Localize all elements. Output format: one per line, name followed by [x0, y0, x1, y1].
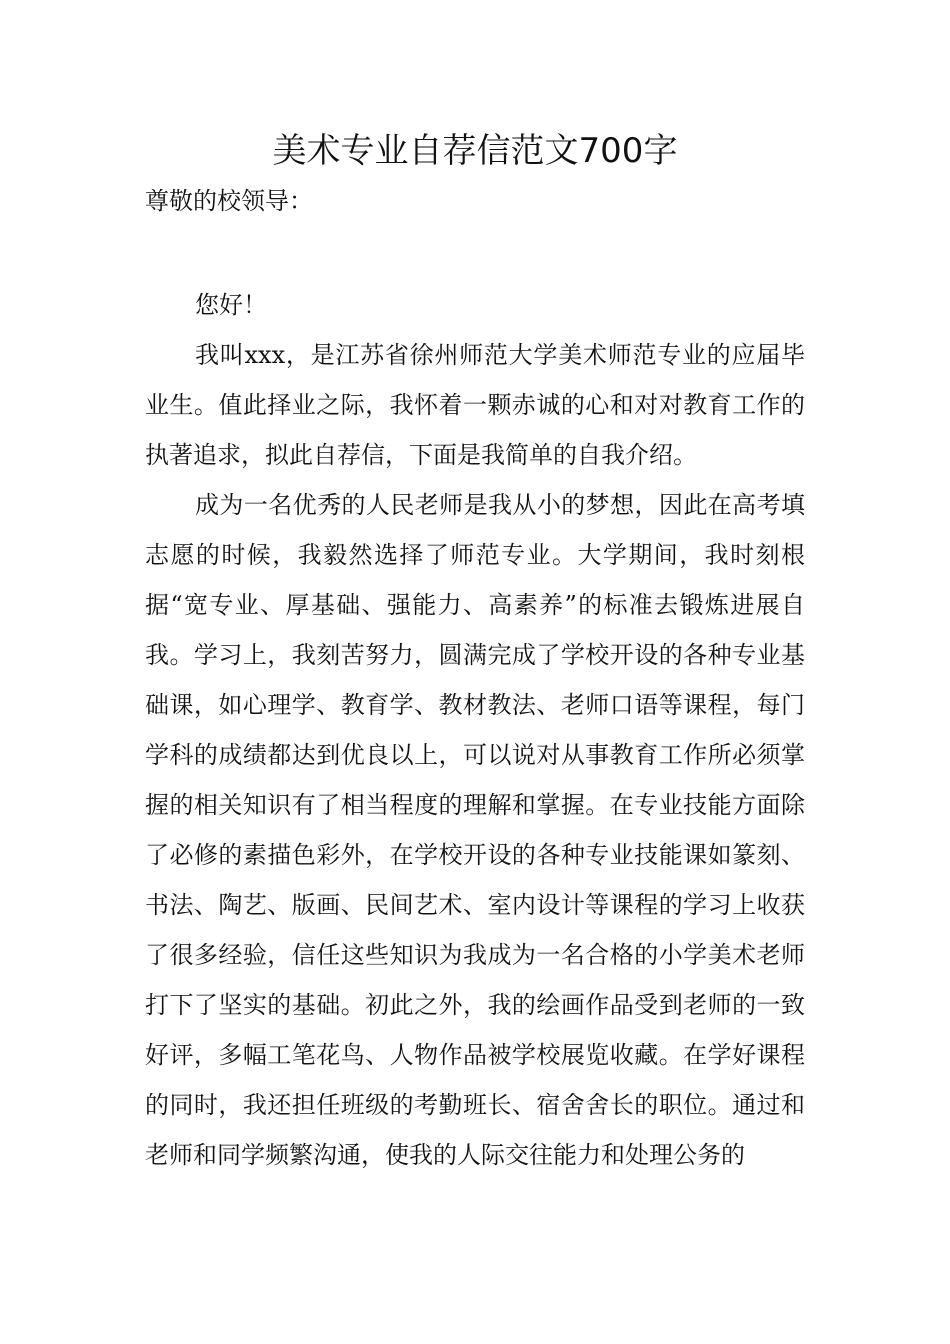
paragraph-study: 成为一名优秀的人民老师是我从小的梦想，因此在高考填志愿的时候，我毅然选择了师范专业。大学期间，我时刻根据“宽专业、厚基础、强能力、高素养”的标准去锻炼进展自我。学习上，我刻苦努力，圆满完成了学校开设的各种专业基础课，如心理学、教育学、教材教法、老师口语等课程，每门学科的成绩都达到优良以上，可以说对从事教育工作所必须掌握的相关知识有了相当程度的理解和掌握。在专业技能方面除了必修的素描色彩外，在学校开设的各种专业技能课如篆刻、书法、陶艺、版画、民间艺术、室内设计等课程的学习上收获了很多经验，信任这些知识为我成为一名合格的小学美术老师打下了坚实的基础。初此之外，我的绘画作品受到老师的一致好评，多幅工笔花鸟、人物作品被学校展览收藏。在学好课程的同时，我还担任班级的考勤班长、宿舍舍长的职位。通过和老师和同学频繁沟通，使我的人际交往能力和处理公务的 — [145, 491, 805, 1169]
paragraph-introduction: 我叫xxx，是江苏省徐州师范大学美术师范专业的应届毕业生。值此择业之际，我怀着一颗赤诚的心和对对教育工作的执著追求，拟此自荐信，下面是我简单的自我介绍。 — [145, 341, 805, 469]
paragraph-greeting: 您好！ — [195, 291, 267, 319]
salutation: 尊敬的校领导： — [145, 187, 313, 215]
document-title: 美术专业自荐信范文700字 — [272, 131, 678, 171]
letter-body — [145, 280, 805, 1180]
